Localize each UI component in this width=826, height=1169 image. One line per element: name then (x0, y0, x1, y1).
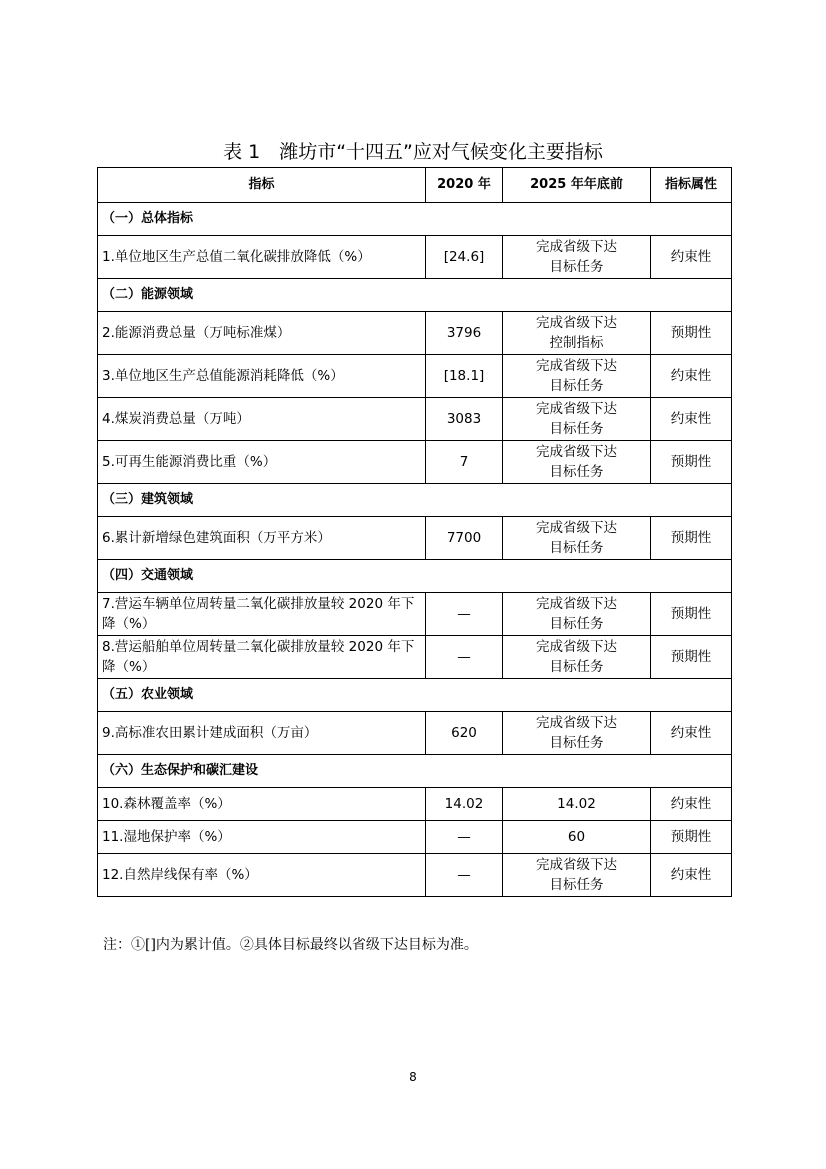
table-row (98, 517, 732, 560)
header-2020: 2020 年 (426, 168, 503, 203)
indicator-attribute: 预期性 (651, 636, 732, 679)
target-2025-line: 目标任务 (549, 259, 604, 275)
indicator-name: 9.高标准农田累计建成面积（万亩） (98, 712, 426, 755)
indicator-attribute: 约束性 (651, 788, 732, 821)
section-row (98, 679, 732, 712)
target-2025-line: 60 (567, 829, 586, 845)
indicator-name: 2.能源消费总量（万吨标准煤） (98, 312, 426, 355)
target-2025-line: 完成省级下达 (536, 715, 617, 731)
target-2025 (503, 398, 651, 441)
indicator-name: 6.累计新增绿色建筑面积（万平方米） (98, 517, 426, 560)
target-2025-line: 完成省级下达 (536, 239, 617, 255)
table-body (98, 203, 732, 897)
indicator-attribute: 预期性 (651, 821, 732, 854)
indicator-attribute: 预期性 (651, 517, 732, 560)
indicator-name: 5.可再生能源消费比重（%） (98, 441, 426, 484)
page-title: 表 1 潍坊市“十四五”应对气候变化主要指标 (223, 141, 603, 163)
indicator-name: 8.营运船舶单位周转量二氧化碳排放量较 2020 年下降（%） (98, 636, 426, 679)
section-row (98, 484, 732, 517)
value-2020: 3796 (426, 312, 503, 355)
target-2025-line: 完成省级下达 (536, 520, 617, 536)
target-2025-line: 控制指标 (549, 335, 604, 351)
header-attribute: 指标属性 (651, 168, 732, 203)
value-2020: — (426, 821, 503, 854)
target-2025 (503, 854, 651, 897)
section-row (98, 279, 732, 312)
section-row (98, 755, 732, 788)
section-row (98, 203, 732, 236)
target-2025-line: 目标任务 (549, 464, 604, 480)
table-row (98, 236, 732, 279)
table-row (98, 636, 732, 679)
indicator-name: 7.营运车辆单位周转量二氧化碳排放量较 2020 年下降（%） (98, 593, 426, 636)
indicator-attribute: 约束性 (651, 355, 732, 398)
target-2025-line: 14.02 (557, 796, 596, 812)
target-2025 (503, 236, 651, 279)
table-row (98, 312, 732, 355)
target-2025-line: 目标任务 (549, 735, 604, 751)
section-label: （三）建筑领域 (98, 484, 732, 517)
header-2025: 2025 年年底前 (503, 168, 651, 203)
target-2025-line: 完成省级下达 (536, 401, 617, 417)
indicator-name: 4.煤炭消费总量（万吨） (98, 398, 426, 441)
footnote: 注：①[]内为累计值。②具体目标最终以省级下达目标为准。 (103, 937, 478, 953)
table-row (98, 398, 732, 441)
table-row (98, 593, 732, 636)
section-label: （五）农业领域 (98, 679, 732, 712)
value-2020: 14.02 (426, 788, 503, 821)
indicator-attribute: 约束性 (651, 854, 732, 897)
target-2025-line: 目标任务 (549, 616, 604, 632)
indicator-attribute: 预期性 (651, 441, 732, 484)
value-2020: [18.1] (426, 355, 503, 398)
value-2020: — (426, 854, 503, 897)
target-2025-line: 完成省级下达 (536, 444, 617, 460)
indicator-name: 10.森林覆盖率（%） (98, 788, 426, 821)
indicator-name: 11.湿地保护率（%） (98, 821, 426, 854)
target-2025 (503, 517, 651, 560)
value-2020: — (426, 636, 503, 679)
target-2025-line: 目标任务 (549, 659, 604, 675)
header-indicator: 指标 (98, 168, 426, 203)
target-2025 (503, 788, 651, 821)
target-2025-line: 完成省级下达 (536, 358, 617, 374)
target-2025 (503, 441, 651, 484)
table-row (98, 355, 732, 398)
target-2025-line: 完成省级下达 (536, 857, 617, 873)
indicator-name: 1.单位地区生产总值二氧化碳排放降低（%） (98, 236, 426, 279)
target-2025 (503, 636, 651, 679)
table-header-row (98, 168, 732, 203)
target-2025 (503, 821, 651, 854)
target-2025 (503, 712, 651, 755)
target-2025 (503, 593, 651, 636)
section-label: （六）生态保护和碳汇建设 (98, 755, 732, 788)
value-2020: 7700 (426, 517, 503, 560)
table-row (98, 441, 732, 484)
indicator-attribute: 预期性 (651, 593, 732, 636)
target-2025-line: 完成省级下达 (536, 596, 617, 612)
table-row (98, 821, 732, 854)
section-label: （四）交通领域 (98, 560, 732, 593)
target-2025-line: 目标任务 (549, 540, 604, 556)
section-label: （一）总体指标 (98, 203, 732, 236)
target-2025 (503, 312, 651, 355)
page-number: 8 (409, 1070, 417, 1084)
target-2025-line: 目标任务 (549, 378, 604, 394)
indicator-attribute: 约束性 (651, 236, 732, 279)
indicator-attribute: 约束性 (651, 712, 732, 755)
target-2025-line: 完成省级下达 (536, 315, 617, 331)
value-2020: — (426, 593, 503, 636)
section-label: （二）能源领域 (98, 279, 732, 312)
target-2025-line: 目标任务 (549, 877, 604, 893)
indicator-name: 3.单位地区生产总值能源消耗降低（%） (98, 355, 426, 398)
table-row (98, 712, 732, 755)
target-2025 (503, 355, 651, 398)
section-row (98, 560, 732, 593)
indicator-attribute: 约束性 (651, 398, 732, 441)
target-2025-line: 目标任务 (549, 421, 604, 437)
indicator-attribute: 预期性 (651, 312, 732, 355)
value-2020: 3083 (426, 398, 503, 441)
target-2025-line: 完成省级下达 (536, 639, 617, 655)
indicator-table (97, 167, 732, 897)
table-row (98, 788, 732, 821)
value-2020: [24.6] (426, 236, 503, 279)
indicator-name: 12.自然岸线保有率（%） (98, 854, 426, 897)
value-2020: 620 (426, 712, 503, 755)
table-row (98, 854, 732, 897)
value-2020: 7 (426, 441, 503, 484)
